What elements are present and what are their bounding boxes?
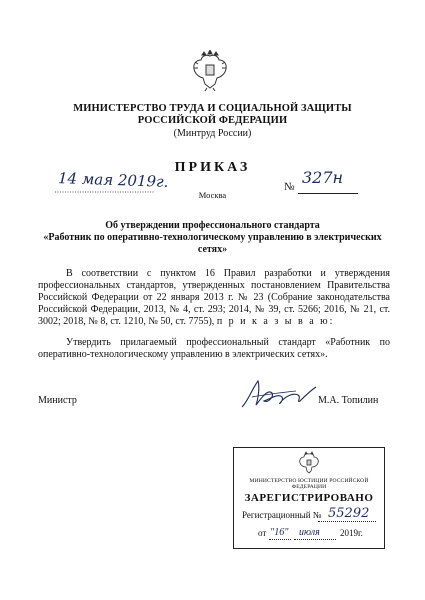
stamp-year: 2019г.: [340, 528, 363, 538]
city: Москва: [198, 190, 227, 200]
handwritten-signature: [238, 375, 318, 413]
paragraph-1: [38, 268, 390, 328]
registration-stamp: [233, 447, 385, 549]
order-word: п р и к а з ы в а ю:: [216, 316, 335, 327]
ministry-line1: МИНИСТЕРСТВО ТРУДА И СОЦИАЛЬНОЙ ЗАЩИТЫ: [73, 103, 352, 114]
ministry-name: [0, 103, 425, 127]
number-sign: №: [284, 181, 295, 193]
handwritten-number: 327н: [302, 168, 344, 187]
stamp-from-label: от: [258, 528, 267, 538]
document-title: [30, 220, 395, 256]
stamp-reg-label: Регистрационный №: [242, 510, 322, 520]
signatory-position: Министр: [38, 395, 77, 406]
coat-of-arms-icon: [190, 50, 230, 92]
document-type: ПРИКАЗ: [174, 160, 251, 175]
number-underline: [298, 193, 358, 194]
paragraph-1-text: В соответствии с пунктом 16 Правил разработки и утверждения профессиональных стандартов, утвержденных постановлением Правительства Российской Федерации от 22 января 2013 г. № 23 (Собрание законодательства Российской Федерации, 2013, № 4, ст. 293; 2014, № 39, ст. 5266; 2016, № 21, ст. 3002; 2018, № 8, ст. 1210, № 50, ст. 7755),: [38, 268, 390, 327]
handwritten-date: 14 мая 2019г.: [57, 169, 169, 191]
title-line2: «Работник по оперативно-технологическому управлению в электрических сетях»: [43, 232, 382, 255]
ministry-short-name: (Минтруд России): [173, 128, 252, 139]
paragraph-2-text: Утвердить прилагаемый профессиональный стандарт «Работник по оперативно-технологическому управлению в электрических сетях».: [38, 337, 390, 360]
stamp-month-underline: [294, 539, 336, 540]
stamp-reg-number: 55292: [328, 506, 370, 521]
stamp-reg-underline: [318, 521, 376, 522]
stamp-day-underline: [269, 539, 291, 540]
signatory-name: М.А. Топилин: [318, 395, 379, 406]
stamp-status: ЗАРЕГИСТРИРОВАНО: [244, 492, 374, 504]
stamp-month: июля: [299, 527, 320, 538]
stamp-emblem-icon: [297, 451, 321, 475]
stamp-day: "16": [270, 527, 289, 538]
paragraph-2: [38, 337, 390, 361]
ministry-line2: РОССИЙСКОЙ ФЕДЕРАЦИИ: [137, 115, 288, 126]
stamp-organization: МИНИСТЕРСТВО ЮСТИЦИИ РОССИЙСКОЙ ФЕДЕРАЦИИ: [249, 478, 369, 490]
title-line1: Об утверждении профессионального стандарта: [105, 220, 320, 231]
